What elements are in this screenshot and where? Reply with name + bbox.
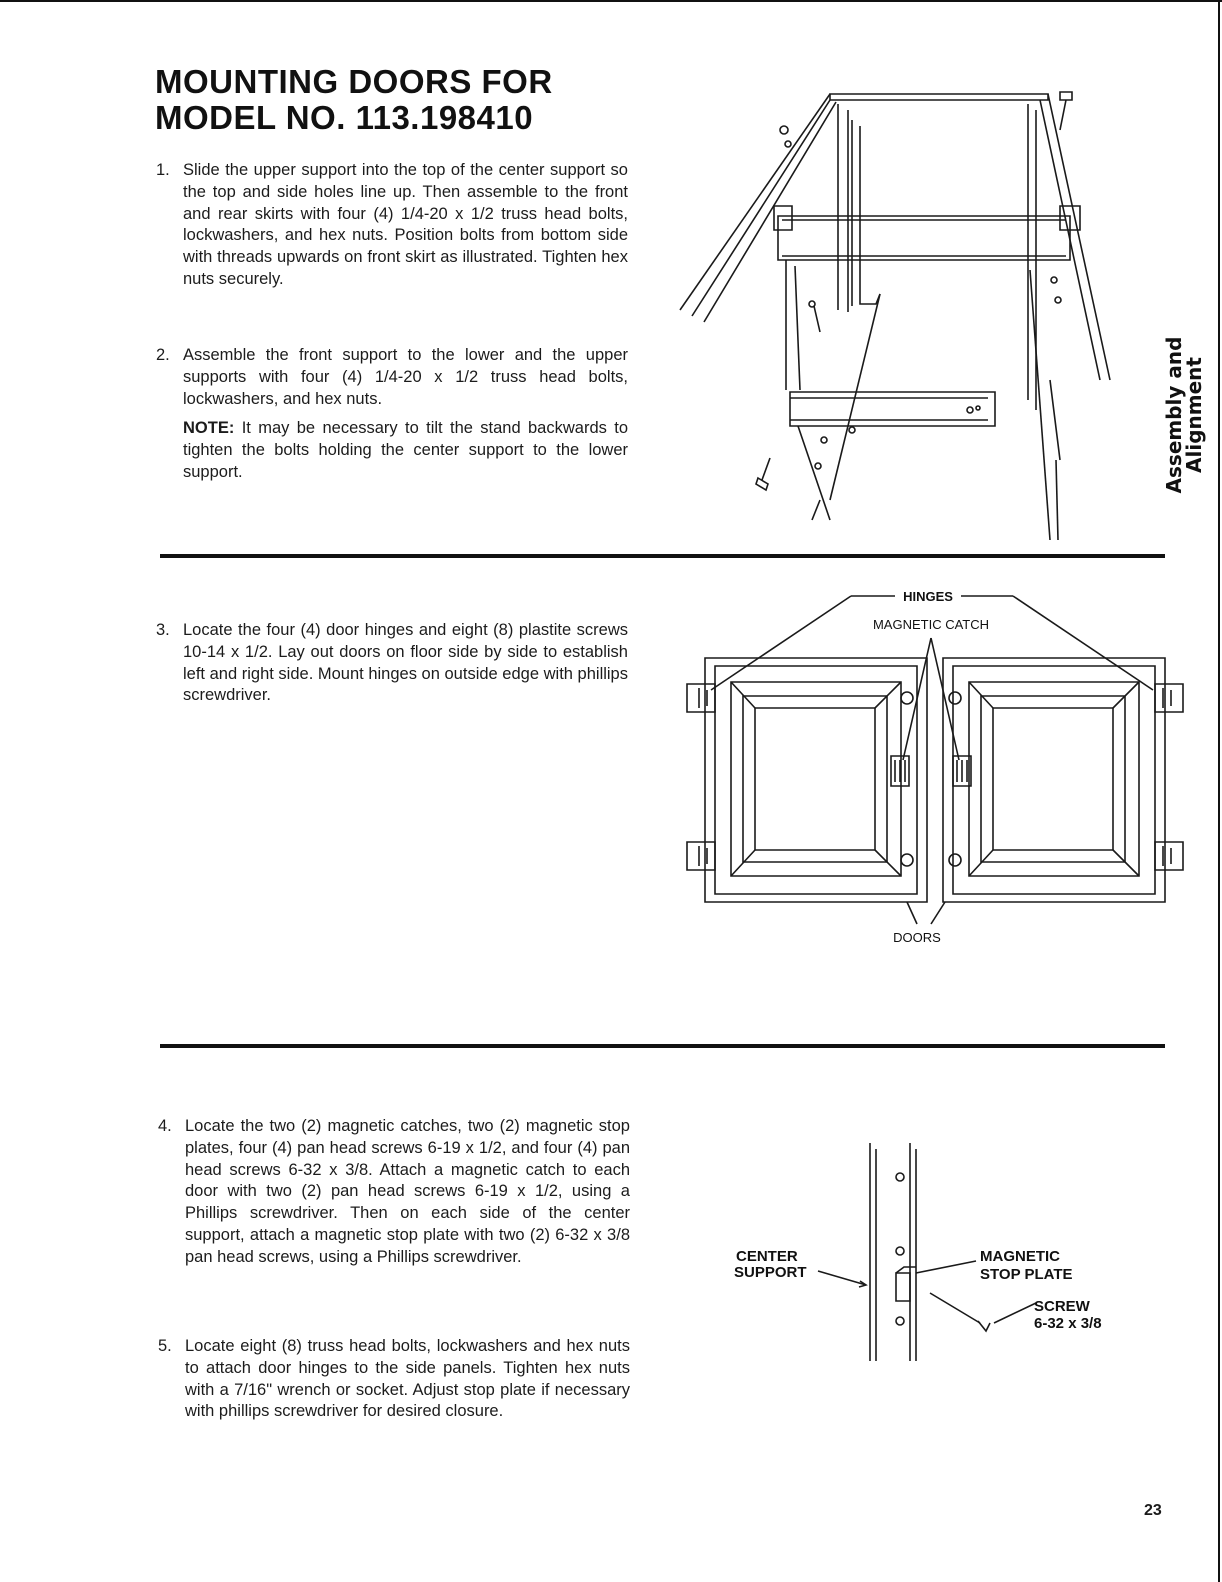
- step-4: [158, 1116, 630, 1269]
- step-1-text: Slide the upper support into the top of the center support so the top and side holes line up. Then assemble to the front and rear skirts with four (4) 1/4-20 x 1/2 truss head bolts, lockwashers, and hex nuts. Position bolts from bottom side with threads upwards on front skirt as illustrated. Tighten hex nuts securely.: [183, 161, 628, 288]
- page-title: [155, 64, 715, 136]
- stop-plate-label: STOP PLATE: [980, 1266, 1073, 1283]
- magnetic-catch-label: MAGNETIC CATCH: [872, 617, 990, 632]
- step-5-number: 5.: [158, 1337, 172, 1355]
- title-line-2: MODEL NO. 113.198410: [155, 99, 534, 136]
- hinges-label: HINGES: [903, 589, 953, 604]
- step-2-note: [183, 418, 628, 483]
- stop-plate-diagram: [720, 1135, 1140, 1375]
- doors-diagram: [675, 580, 1195, 960]
- doors-label: DOORS: [893, 930, 941, 945]
- screw-label: SCREW: [1034, 1298, 1090, 1315]
- section-tab-line-1: Assembly and: [1162, 336, 1186, 494]
- step-3: [156, 620, 628, 707]
- step-2-text: Assemble the front support to the lower and the upper supports with four (4) 1/4-20 x 1/2 truss head bolts, lockwashers, and hex nuts.: [183, 346, 628, 408]
- step-3-number: 3.: [156, 621, 170, 639]
- screw-size-label: 6-32 x 3/8: [1034, 1315, 1102, 1332]
- step-3-text: Locate the four (4) door hinges and eight (8) plastite screws 10-14 x 1/2. Lay out doors on floor side by side to establish left and right side. Mount hinges on outside edge with phillips screwdriver.: [183, 621, 628, 705]
- section-tab-text: [1164, 337, 1204, 494]
- top-border: [0, 0, 1222, 2]
- step-5: [158, 1336, 630, 1423]
- magnetic-label: MAGNETIC: [980, 1248, 1060, 1265]
- title-line-1: MOUNTING DOORS FOR: [155, 63, 553, 100]
- section-divider-2: [160, 1044, 1165, 1048]
- step-2: [156, 345, 628, 484]
- center-label: CENTER: [736, 1248, 798, 1265]
- step-4-number: 4.: [158, 1117, 172, 1135]
- section-tab-line-2: Alignment: [1182, 357, 1206, 473]
- step-1: [156, 160, 628, 291]
- note-label: NOTE:: [183, 419, 235, 438]
- section-divider-1: [160, 554, 1165, 558]
- support-label: SUPPORT: [734, 1264, 807, 1281]
- right-border: [1218, 0, 1220, 1582]
- note-text: It may be necessary to tilt the stand backwards to tighten the bolts holding the center support to the lower support.: [183, 419, 628, 481]
- step-1-number: 1.: [156, 161, 170, 179]
- section-tab: [1154, 336, 1214, 494]
- step-5-text: Locate eight (8) truss head bolts, lockwashers and hex nuts to attach door hinges to the side panels. Tighten hex nuts with a 7/16" wrench or socket. Adjust stop plate if necessary with phillips screwdriver for desired closure.: [185, 1337, 630, 1421]
- step-4-text: Locate the two (2) magnetic catches, two (2) magnetic stop plates, four (4) pan head screws 6-19 x 1/2, and four (4) pan head screws 6-32 x 3/8. Attach a magnetic catch to each door with two (2) pan head screws 6-19 x 1/2, using a Phillips screwdriver. Then on each side of the center support, attach a magnetic stop plate with two (2) 6-32 x 3/8 pan head screws, using a Phillips screwdriver.: [185, 1117, 630, 1266]
- step-2-number: 2.: [156, 346, 170, 364]
- stand-assembly-diagram: [670, 80, 1130, 540]
- page-number: 23: [1144, 1502, 1162, 1519]
